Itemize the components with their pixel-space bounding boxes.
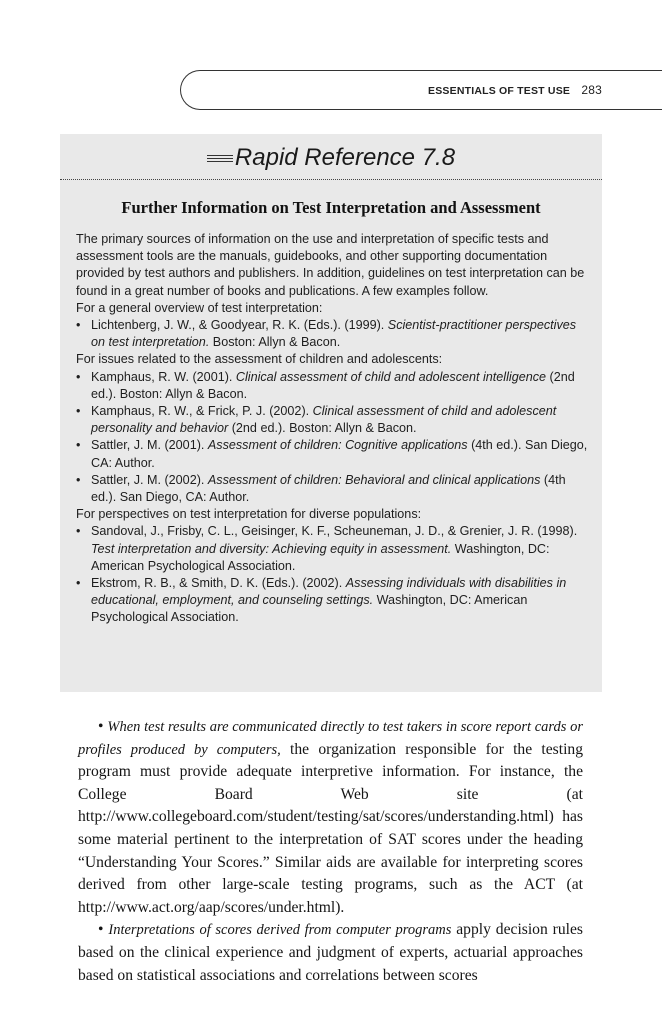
paragraph: • Interpretations of scores derived from computer programs apply decision rules based on the clinical experience and judgment of experts, actuarial approaches based on statistical associations and correlations between scores [78, 921, 583, 984]
reference-publisher: (2nd ed.). Boston: Allyn & Bacon. [91, 369, 575, 401]
reference-authors: Sattler, J. M. (2002). [91, 472, 208, 487]
dotted-divider [60, 179, 602, 180]
reference-authors: Sattler, J. M. (2001). [91, 438, 208, 453]
reference-authors: Lichtenberg, J. W., & Goodyear, R. K. (Eds.). (1999). [91, 318, 388, 333]
section-heading: For a general overview of test interpretation: [76, 300, 323, 315]
reference-sections [76, 300, 588, 627]
reference-title: Test interpretation and diversity: Achieving equity in assessment. [91, 541, 452, 556]
reference-item [76, 437, 588, 471]
reference-item [76, 403, 588, 437]
reference-authors: Sandoval, J., Frisby, C. L., Geisinger, K. F., Scheuneman, J. D., & Grenier, J. R. (1998). [91, 524, 578, 539]
reference-item [76, 575, 588, 627]
reference-title: Assessment of children: Behavioral and clinical applications [207, 472, 541, 487]
paragraph-text: the organization responsible for the testing program must provide adequate interpretive information. For instance, the College Board Web site (at http://www.collegeboard.com/student/testing/sat/scores/understanding.html) has some material pertinent to the interpretation of SAT scores under the heading “Understanding Your Scores.” Similar aids are available for interpreting scores derived from other large-scale testing programs, such as the ACT (at http://www.act.org/aap/scores/under.html). [78, 740, 583, 916]
box-title-text: Rapid Reference 7.8 [234, 144, 456, 171]
reference-authors: Ekstrom, R. B., & Smith, D. K. (Eds.). (2002). [91, 576, 346, 591]
lines-icon [207, 153, 233, 164]
body-text [78, 716, 583, 987]
reference-title: Clinical assessment of child and adolescent intelligence [235, 369, 547, 384]
running-header [428, 83, 602, 97]
reference-list [76, 317, 588, 351]
bullet-lead: When test results are communicated directly to test takers in score report cards or profiles produced by computers, [78, 719, 583, 758]
reference-item [76, 369, 588, 403]
bullet-lead: Interpretations of scores derived from computer programs [108, 922, 452, 939]
reference-authors: Kamphaus, R. W., & Frick, P. J. (2002). [91, 404, 313, 419]
reference-publisher: Washington, DC: American Psychological Association. [91, 593, 528, 625]
box-title [60, 144, 602, 180]
reference-publisher: (2nd ed.). Boston: Allyn & Bacon. [228, 421, 417, 436]
section-heading: For issues related to the assessment of children and adolescents: [76, 352, 443, 367]
reference-publisher: (4th ed.). San Diego, CA: Author. [91, 472, 566, 505]
running-title: ESSENTIALS OF TEST USE [428, 85, 571, 97]
reference-authors: Kamphaus, R. W. (2001). [91, 369, 236, 384]
box-body [76, 231, 588, 627]
reference-list [76, 369, 588, 507]
box-intro: The primary sources of information on the use and interpretation of specific tests and assessment tools are the manuals, guidebooks, and other supporting documentation provided by test authors and publishers. In addition, guidelines on test interpretation can be found in a great number of books and publications. A few examples follow. [76, 232, 585, 298]
reference-item [76, 523, 588, 575]
page-number: 283 [581, 83, 602, 97]
reference-publisher: Washington, DC: American Psychological Association. [91, 541, 550, 573]
reference-publisher: Boston: Allyn & Bacon. [209, 335, 341, 350]
rapid-reference-box [60, 134, 602, 692]
reference-title: Assessment of children: Cognitive applications [207, 438, 468, 453]
reference-title: Assessing individuals with disabilities in educational, employment, and counseling settings. [91, 576, 567, 608]
reference-title: Clinical assessment of child and adolescent personality and behavior [91, 404, 557, 436]
reference-item [76, 472, 588, 506]
reference-publisher: (4th ed.). San Diego, CA: Author. [91, 438, 588, 470]
reference-title: Scientist-practitioner perspectives on test interpretation. [91, 318, 577, 350]
paragraph: • When test results are communicated directly to test takers in score report cards or profiles produced by computers, the organization responsible for the testing program must provide adequate interpretive information. For instance, the College Board Web site (at http://www.collegeboard.com/student/testing/sat/scores/understanding.html) has some material pertinent to the interpretation of SAT scores under the heading “Understanding Your Scores.” Similar aids are available for interpreting scores derived from other large-scale testing programs, such as the ACT (at http://www.act.org/aap/scores/under.html). [78, 718, 583, 916]
box-subtitle: Further Information on Test Interpretation and Assessment [121, 198, 541, 217]
paragraph-text: apply decision rules based on the clinical experience and judgment of experts, actuarial approaches based on statistical associations and correlations between scores [78, 921, 583, 984]
reference-list [76, 523, 588, 626]
reference-item [76, 317, 588, 351]
section-heading: For perspectives on test interpretation for diverse populations: [76, 507, 422, 522]
